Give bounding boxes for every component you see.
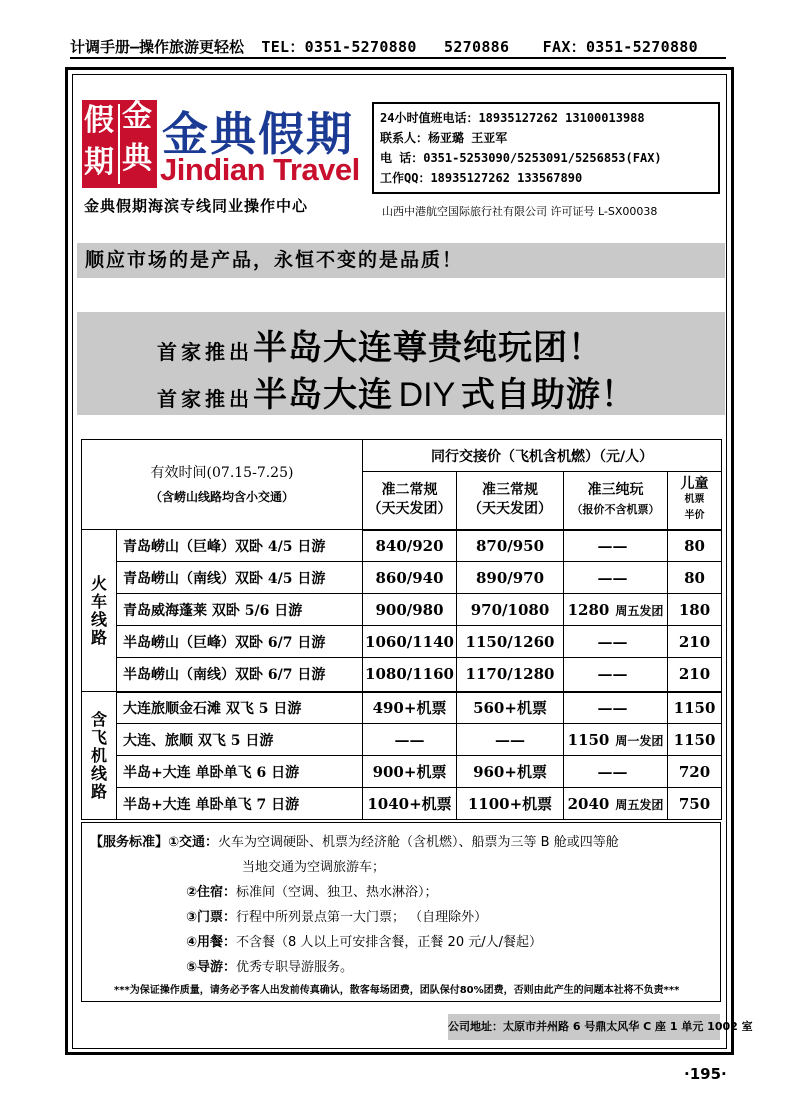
price-cell xyxy=(564,594,668,626)
contact-people: 联系人：杨亚璐 王亚军 xyxy=(380,131,508,145)
service-row-tickets xyxy=(186,906,487,925)
service-text: 当地交通为空调旅游车； xyxy=(242,860,386,875)
table-row xyxy=(82,692,722,724)
service-text: 标准间（空调、独卫、热水淋浴）； xyxy=(236,885,438,900)
price-cell: —— xyxy=(457,724,564,756)
price-cell: 870/950 xyxy=(457,530,564,562)
contact-phone: 电 话：0351-5253090/5253091/5256853(FAX) xyxy=(380,151,662,165)
col-header-2 xyxy=(457,472,564,530)
header-tel2: 5270886 xyxy=(444,38,510,56)
contact-qq: 工作QQ：18935127262 133567890 xyxy=(380,171,583,185)
service-label: ④用餐： xyxy=(186,935,237,950)
child-cell: 80 xyxy=(668,562,722,594)
service-label: ③门票： xyxy=(186,910,237,925)
table-row xyxy=(82,788,722,820)
price-cell: 1100+机票 xyxy=(457,788,564,820)
logo-char: 期 xyxy=(84,145,114,180)
header-tel: TEL：0351-5270880 xyxy=(261,38,417,56)
route-cell: 半岛崂山（南线）双卧 6/7 日游 xyxy=(117,658,363,692)
promo-banner xyxy=(77,312,725,415)
table-row xyxy=(82,756,722,788)
logo-char: 假 xyxy=(84,103,114,138)
contact-hotline: 24小时值班电话：18935127262 13100013988 xyxy=(380,111,645,125)
price-cell: 1080/1160 xyxy=(363,658,457,692)
brand-logo xyxy=(82,100,157,188)
banner-line2-big: 半岛大连 xyxy=(253,375,393,415)
route-cell: 青岛崂山（巨峰）双卧 4/5 日游 xyxy=(117,530,363,562)
route-cell: 大连、旅顺 双飞 5 日游 xyxy=(117,724,363,756)
route-cell: 半岛+大连 单卧单飞 7 日游 xyxy=(117,788,363,820)
price-cell xyxy=(564,658,668,692)
route-cell: 半岛崂山（巨峰）双卧 6/7 日游 xyxy=(117,626,363,658)
child-cell: 1150 xyxy=(668,724,722,756)
table-row xyxy=(82,562,722,594)
logo-char: 典 xyxy=(122,141,152,176)
child-cell: 210 xyxy=(668,658,722,692)
group-train xyxy=(82,530,117,692)
price-table xyxy=(81,439,722,820)
service-footnote: ***为保证操作质量，请务必予客人出发前传真确认，散客每场团费，团队保付80%团费，否则由此产生的问题本社将不负责*** xyxy=(114,985,680,996)
service-text: 不含餐（8 人以上可安排含餐，正餐 20 元/人/餐起） xyxy=(236,935,542,950)
group-flight xyxy=(82,692,117,820)
col1-label: 准二常规 xyxy=(381,482,438,499)
service-label: ⑤导游： xyxy=(186,960,237,975)
p3-value: —— xyxy=(597,632,628,651)
p3-value: 2040 xyxy=(567,794,610,813)
col1-sub: （天天发团） xyxy=(367,501,452,518)
service-row-hotel xyxy=(186,881,438,900)
child-cell: 1150 xyxy=(668,692,722,724)
group-train-label: 火车线路 xyxy=(90,573,107,647)
header-tagline: 计调手册—操作旅游更轻松 xyxy=(70,38,245,56)
service-standards xyxy=(81,822,721,1002)
route-cell: 半岛+大连 单卧单飞 6 日游 xyxy=(117,756,363,788)
table-row xyxy=(82,594,722,626)
group-flight-label: 含飞机线路 xyxy=(90,709,107,801)
price-cell: 900+机票 xyxy=(363,756,457,788)
price-cell: 960+机票 xyxy=(457,756,564,788)
col3-label: 准三纯玩 xyxy=(587,482,644,499)
p3-value: 1280 xyxy=(567,600,610,619)
child-cell: 180 xyxy=(668,594,722,626)
route-cell: 青岛崂山（南线）双卧 4/5 日游 xyxy=(117,562,363,594)
license-text: 山西中港航空国际旅行社有限公司 许可证号 L-SX00038 xyxy=(382,205,658,218)
logo-char: 金 xyxy=(122,99,152,134)
service-text: 行程中所列景点第一大门票； （自理除外） xyxy=(236,910,488,925)
valid-period-header xyxy=(82,440,363,530)
p3-value: 1150 xyxy=(567,730,610,749)
service-row-transport xyxy=(90,831,619,850)
company-address: 公司地址：太原市并州路 6 号鼎太风华 C 座 1 单元 1002 室 xyxy=(448,1014,720,1040)
p3-value: —— xyxy=(597,536,628,555)
price-cell xyxy=(564,530,668,562)
child-cell: 80 xyxy=(668,530,722,562)
services-title: 【服务标准】 xyxy=(90,835,169,850)
col4-label: 儿童 xyxy=(680,476,709,493)
service-text: 优秀专职导游服务。 xyxy=(236,960,354,975)
brand-name-en: Jindian Travel xyxy=(160,152,360,187)
banner-line1-small: 首家推出 xyxy=(157,340,253,364)
brand-subtitle: 金典假期海滨专线同业操作中心 xyxy=(84,197,309,215)
table-row xyxy=(82,724,722,756)
banner-diy: DIY xyxy=(398,376,456,414)
p3-value: —— xyxy=(597,698,628,717)
price-cell xyxy=(564,562,668,594)
valid-title: 有效时间(07.15-7.25) xyxy=(150,464,294,481)
price-cell xyxy=(564,788,668,820)
route-cell: 大连旅顺金石滩 双飞 5 日游 xyxy=(117,692,363,724)
col-header-child xyxy=(668,472,722,530)
col-header-1 xyxy=(363,472,457,530)
logo-divider xyxy=(118,104,120,184)
p3-note: 周五发团 xyxy=(615,797,664,812)
price-header: 同行交接价（飞机含机燃）（元/人） xyxy=(363,440,722,472)
route-cell: 青岛威海蓬莱 双卧 5/6 日游 xyxy=(117,594,363,626)
service-label: ①交通： xyxy=(168,835,219,850)
valid-note: （含崂山线路均含小交通） xyxy=(150,489,295,504)
price-cell: 490+机票 xyxy=(363,692,457,724)
price-cell: —— xyxy=(363,724,457,756)
price-cell: 860/940 xyxy=(363,562,457,594)
header-rule xyxy=(70,57,726,59)
table-row xyxy=(82,530,722,562)
service-text: 火车为空调硬卧、机票为经济舱（含机燃）、船票为三等 B 舱或四等舱 xyxy=(218,835,619,850)
child-cell: 210 xyxy=(668,626,722,658)
banner-line-2 xyxy=(157,367,636,416)
col2-label: 准三常规 xyxy=(482,482,539,499)
price-cell xyxy=(564,692,668,724)
price-cell xyxy=(564,626,668,658)
banner-line1-big: 半岛大连尊贵纯玩团！ xyxy=(253,328,603,368)
p3-value: —— xyxy=(597,568,628,587)
slogan-bar: 顺应市场的是产品，永恒不变的是品质！ xyxy=(77,243,725,278)
col4-sub: 机票 xyxy=(684,494,705,506)
price-cell: 1040+机票 xyxy=(363,788,457,820)
price-cell: 560+机票 xyxy=(457,692,564,724)
col4-sub2: 半价 xyxy=(684,510,705,522)
p3-note: 周五发团 xyxy=(615,603,664,618)
banner-line2-end: 式自助游！ xyxy=(460,375,636,415)
col3-sub: （报价不含机票） xyxy=(571,503,660,517)
header-line xyxy=(70,36,725,57)
p3-note: 周一发团 xyxy=(615,733,664,748)
service-row-local xyxy=(242,856,385,875)
p3-value: —— xyxy=(597,665,628,684)
price-cell: 900/980 xyxy=(363,594,457,626)
price-cell: 840/920 xyxy=(363,530,457,562)
service-row-meals xyxy=(186,931,542,950)
price-cell: 1150/1260 xyxy=(457,626,564,658)
service-label: ②住宿： xyxy=(186,885,237,900)
banner-line2-small: 首家推出 xyxy=(157,387,253,411)
price-cell: 1060/1140 xyxy=(363,626,457,658)
header-fax: FAX：0351-5270880 xyxy=(542,38,698,56)
brand-name-cn: 金典假期 xyxy=(162,107,354,161)
price-cell: 970/1080 xyxy=(457,594,564,626)
price-cell xyxy=(564,724,668,756)
price-cell: 1170/1280 xyxy=(457,658,564,692)
col-header-3 xyxy=(564,472,668,530)
table-row xyxy=(82,626,722,658)
price-cell: 890/970 xyxy=(457,562,564,594)
contact-box xyxy=(372,102,720,194)
p3-value: —— xyxy=(597,762,628,781)
col2-sub: （天天发团） xyxy=(468,501,553,518)
service-row-guide xyxy=(186,956,353,975)
child-cell: 750 xyxy=(668,788,722,820)
table-row xyxy=(82,658,722,692)
child-cell: 720 xyxy=(668,756,722,788)
page-number: ·195· xyxy=(684,1065,727,1083)
banner-line-1 xyxy=(157,320,603,369)
price-cell xyxy=(564,756,668,788)
